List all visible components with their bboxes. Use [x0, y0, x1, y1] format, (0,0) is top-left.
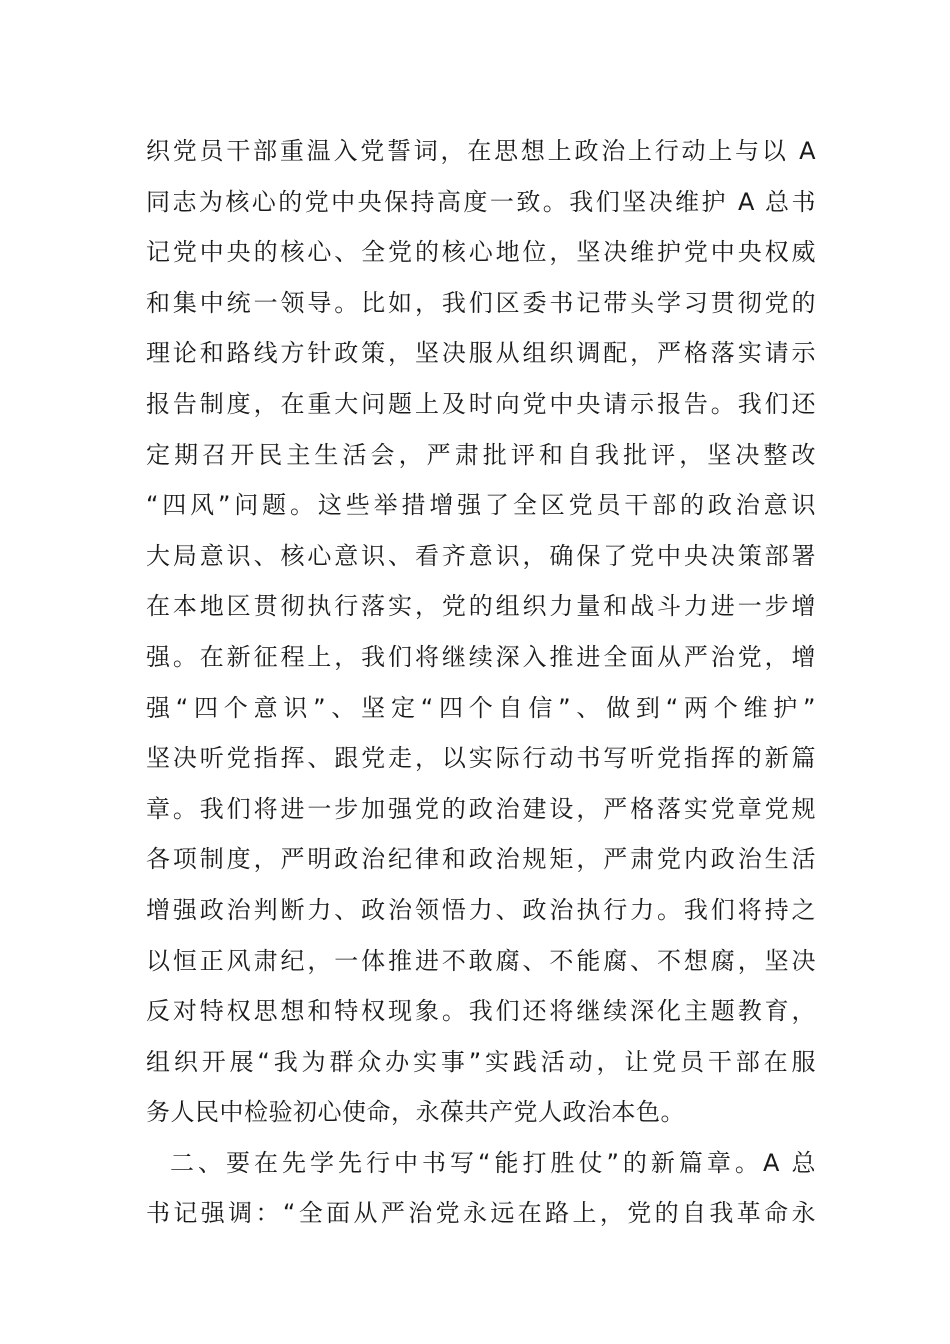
text-line: 增强政治判断力、政治领悟力、政治执行力。我们将持之 — [146, 895, 816, 924]
text-line: 反对特权思想和特权现象。我们还将继续深化主题教育， — [146, 997, 816, 1026]
document-body — [146, 126, 816, 1239]
text-line: 务人民中检验初心使命，永葆共产党人政治本色。 — [146, 1098, 685, 1127]
text-line: 报告制度，在重大问题上及时向党中央请示报告。我们还 — [146, 389, 816, 418]
text-line: 在本地区贯彻执行落实，党的组织力量和战斗力进一步增 — [146, 592, 816, 621]
text-line: 理论和路线方针政策，坚决服从组织调配，严格落实请示 — [146, 339, 816, 368]
text-line: 定期召开民主生活会，严肃批评和自我批评，坚决整改 — [146, 440, 816, 469]
text-line: 书记强调：“全面从严治党永远在路上，党的自我革命永 — [146, 1199, 816, 1228]
section-heading-line: 二、要在先学先行中书写“能打胜仗”的新篇章。A 总 — [170, 1148, 816, 1177]
text-line: 织党员干部重温入党誓词，在思想上政治上行动上与以 A — [146, 137, 816, 165]
text-line: 同志为核心的党中央保持高度一致。我们坚决维护 A 总书 — [146, 187, 816, 216]
text-line: 记党中央的核心、全党的核心地位，坚决维护党中央权威 — [146, 238, 816, 267]
text-line: 各项制度，严明政治纪律和政治规矩，严肃党内政治生活 — [146, 845, 816, 874]
text-line: “四风”问题。这些举措增强了全区党员干部的政治意识 — [146, 491, 816, 520]
text-line: 强“四个意识”、坚定“四个自信”、做到“两个维护” — [146, 693, 816, 722]
text-line: 和集中统一领导。比如，我们区委书记带头学习贯彻党的 — [146, 288, 816, 317]
text-line: 组织开展“我为群众办实事”实践活动，让党员干部在服 — [146, 1047, 816, 1076]
text-line: 强。在新征程上，我们将继续深入推进全面从严治党，增 — [146, 642, 816, 671]
text-line: 以恒正风肃纪，一体推进不敢腐、不能腐、不想腐，坚决 — [146, 946, 816, 975]
text-line: 坚决听党指挥、跟党走，以实际行动书写听党指挥的新篇 — [146, 744, 816, 773]
text-line: 大局意识、核心意识、看齐意识，确保了党中央决策部署 — [146, 541, 816, 570]
text-line: 章。我们将进一步加强党的政治建设，严格落实党章党规 — [146, 794, 816, 823]
